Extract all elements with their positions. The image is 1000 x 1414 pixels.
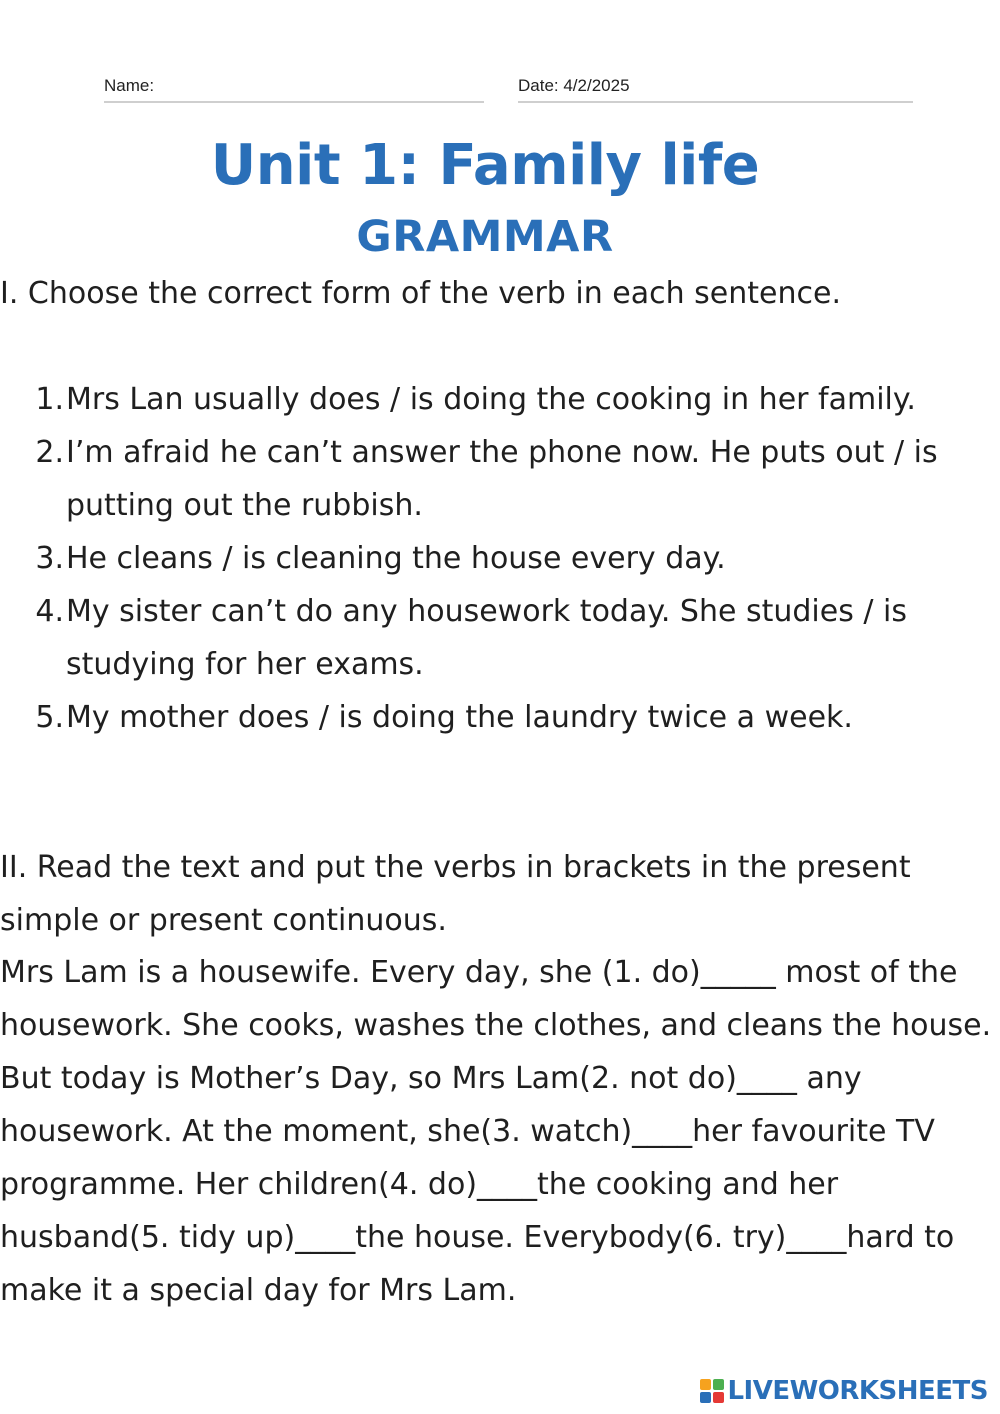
exercise-item-4 xyxy=(0,585,1000,691)
exercise-item-5 xyxy=(0,691,1000,744)
exercise-number: 3. xyxy=(35,541,64,576)
name-field[interactable] xyxy=(104,76,484,103)
exercise-number: 5. xyxy=(35,700,64,735)
exercise-text[interactable]: Mrs Lan usually does / is doing the cooking in her family. xyxy=(66,382,916,417)
exercise-number: 4. xyxy=(35,594,64,629)
exercise-text[interactable]: I’m afraid he can’t answer the phone now. He puts out / is putting out the rubbish. xyxy=(66,435,938,523)
logo-square-4 xyxy=(713,1392,724,1403)
exercise-list xyxy=(0,373,1000,744)
exercise-text[interactable]: My mother does / is doing the laundry twice a week. xyxy=(66,700,853,735)
logo-square-3 xyxy=(700,1392,711,1403)
logo-square-2 xyxy=(713,1379,724,1390)
name-label: Name: xyxy=(104,76,155,95)
exercise-text[interactable]: He cleans / is cleaning the house every day. xyxy=(66,541,726,576)
logo-mark-icon xyxy=(700,1379,724,1403)
exercise-item-1 xyxy=(0,373,1000,426)
logo-text: LIVEWORKSHEETS xyxy=(727,1376,988,1406)
exercise-item-2 xyxy=(0,426,1000,532)
section2-heading: II. Read the text and put the verbs in brackets in the present simple or present continuous. xyxy=(0,850,911,938)
fill-in-passage[interactable]: Mrs Lam is a housewife. Every day, she (1. do)_____ most of the housework. She cooks, washes the clothes, and cleans the house. But today is Mother’s Day, so Mrs Lam(2. not do)____ any housework. At the moment, she(3. watch)____her favourite TV programme. Her children(4. do)____the cooking and her husband(5. tidy up)____the house. Everybody(6. try)____hard to make it a special day for Mrs Lam. xyxy=(0,955,992,1308)
exercise-item-3 xyxy=(0,532,1000,585)
exercise-number: 2. xyxy=(35,435,64,470)
exercise-number: 1. xyxy=(35,382,64,417)
date-field xyxy=(518,76,913,103)
logo-square-1 xyxy=(700,1379,711,1390)
liveworksheets-logo[interactable] xyxy=(700,1374,988,1408)
page-title: Unit 1: Family life xyxy=(210,133,760,198)
page-subtitle: GRAMMAR xyxy=(356,212,614,262)
exercise-text[interactable]: My sister can’t do any housework today. She studies / is studying for her exams. xyxy=(66,594,907,682)
date-label: Date: 4/2/2025 xyxy=(518,76,630,95)
section1-heading: I. Choose the correct form of the verb in each sentence. xyxy=(0,276,841,311)
